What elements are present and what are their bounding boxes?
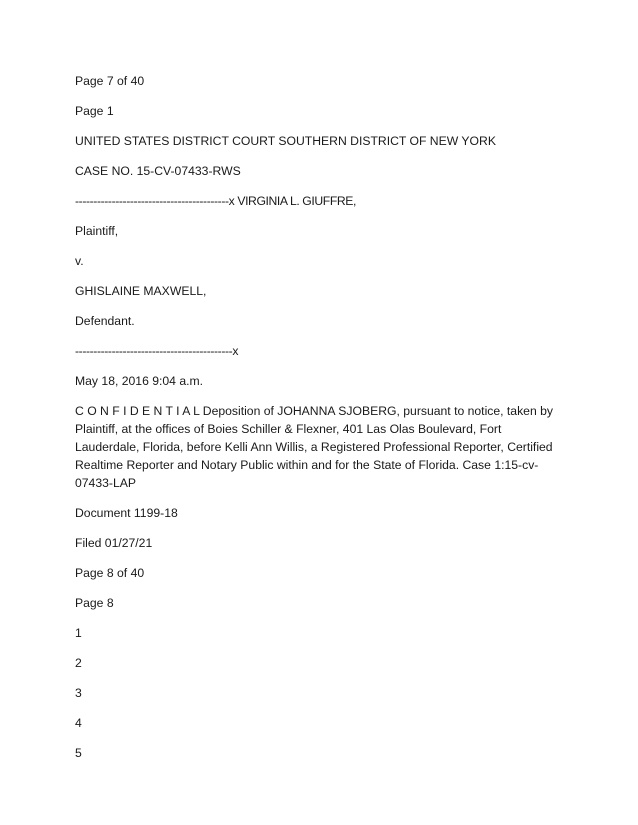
caption-plaintiff-name: ------------------------------------------x VIRGINIA L. GIUFFRE, [75,194,356,208]
defendant-label: Defendant. [75,314,135,328]
line-number: 2 [75,656,82,670]
document-body [75,72,565,774]
document-number: Document 1199-18 [75,506,178,520]
line-number: 4 [75,716,82,730]
transcript-page-8-label: Page 8 [75,596,114,610]
case-number: CASE NO. 15-CV-07433-RWS [75,164,241,178]
defendant-name: GHISLAINE MAXWELL, [75,284,207,298]
versus-label: v. [75,254,84,268]
plaintiff-label: Plaintiff, [75,224,119,238]
deposition-description: C O N F I D E N T I A L Deposition of JOHANNA SJOBERG, pursuant to notice, taken by Plaintiff, at the offices of Boies Schiller & Flexner, 401 Las Olas Boulevard, Fort Lauderdale, Florida, before Kelli Ann Willis, a Registered Professional Reporter, Certified Realtime Reporter and Notary Public within and for the State of Florida. Case 1:15-cv-07433-LAP [75,404,553,490]
line-number: 3 [75,686,82,700]
line-number: 5 [75,746,82,760]
caption-divider: -------------------------------------------x [75,344,239,358]
court-name: UNITED STATES DISTRICT COURT SOUTHERN DISTRICT OF NEW YORK [75,134,496,148]
transcript-page-1-label: Page 1 [75,104,114,118]
page-header-8-of-40: Page 8 of 40 [75,566,145,580]
filed-date: Filed 01/27/21 [75,536,153,550]
page-header-7-of-40: Page 7 of 40 [75,74,145,88]
deposition-date-time: May 18, 2016 9:04 a.m. [75,374,204,388]
line-number: 1 [75,626,82,640]
